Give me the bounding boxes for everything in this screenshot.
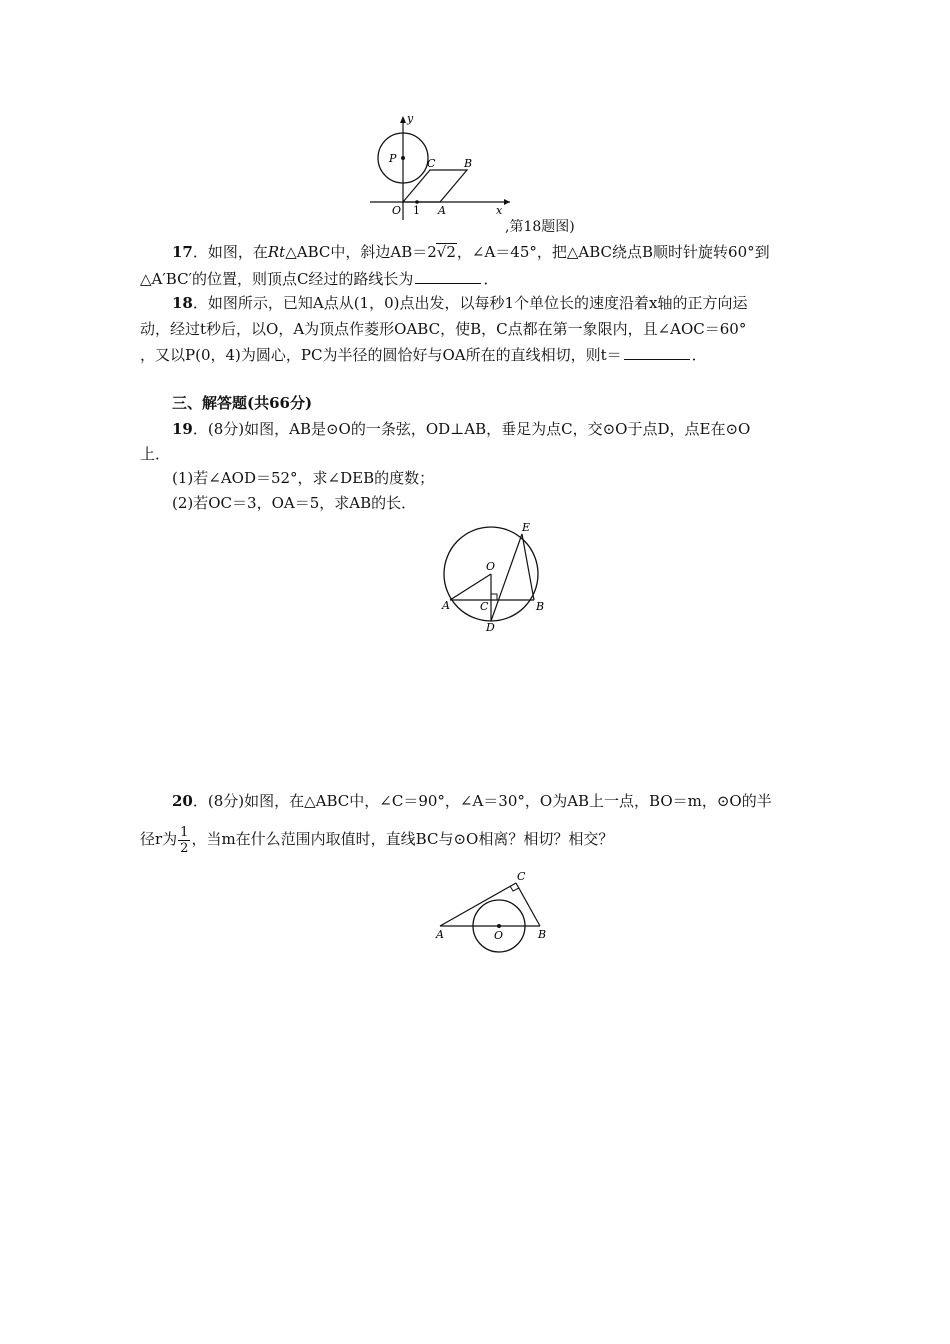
fraction-one-half: $\frac{1}{2}$: [180, 824, 189, 856]
question-17-line-2: △A′BC′的位置，则顶点C经过的路线长为 ．: [140, 270, 499, 288]
question-number-18: 18: [172, 294, 193, 312]
label-B: B: [464, 157, 473, 170]
sqrt-symbol: √2: [436, 243, 456, 261]
answer-blank-18: [624, 345, 690, 360]
label-x: x: [496, 204, 503, 217]
label-B: B: [538, 928, 547, 941]
label-P: P: [389, 152, 397, 165]
label-O: O: [494, 929, 504, 942]
label-B: B: [536, 600, 545, 613]
label-A: A: [442, 599, 450, 612]
question-number-17: 17: [172, 243, 193, 261]
figure-18-caption: ,第18题图): [505, 219, 575, 235]
question-19-sub-2: (2)若OC＝3，OA＝5，求AB的长．: [172, 494, 417, 512]
question-19-sub-1: (1)若∠AOD＝52°，求∠DEB的度数；: [172, 469, 435, 487]
label-O: O: [486, 560, 496, 573]
question-18-line-2: 动，经过t秒后，以O，A为顶点作菱形OABC，使B，C点都在第一象限内，且∠AOC＝60°: [140, 320, 747, 338]
label-C: C: [427, 157, 436, 170]
question-19-line-1: 19．(8分)如图，AB是⊙O的一条弦，OD⊥AB，垂足为点C，交⊙O于点D，点E在⊙O: [172, 420, 751, 438]
label-A: A: [436, 928, 444, 941]
label-D: D: [486, 621, 495, 634]
figure-20: [430, 868, 555, 958]
label-one: 1: [413, 204, 420, 217]
label-C: C: [517, 870, 526, 883]
question-number-19: 19: [172, 420, 193, 438]
question-18-line-1: 18．如图所示，已知A点从(1，0)点出发，以每秒1个单位长的速度沿着x轴的正方向运: [172, 294, 748, 312]
figure-19: [436, 514, 548, 634]
label-O: O: [392, 204, 402, 217]
label-C: C: [480, 600, 489, 613]
question-18-line-3: ，又以P(0，4)为圆心，PC为半径的圆恰好与OA所在的直线相切，则t＝ ．: [140, 346, 707, 364]
label-y: y: [407, 112, 414, 125]
question-20-line-2: 径r为 $\frac{1}{2}$ ，当m在什么范围内取值时，直线BC与⊙O相离？相切？相交？: [140, 824, 614, 856]
figure-18: [360, 112, 520, 224]
section-title: 三、解答题(共66分): [172, 394, 313, 412]
question-number-20: 20: [172, 792, 193, 810]
question-20-line-1: 20．(8分)如图，在△ABC中，∠C＝90°，∠A＝30°，O为AB上一点，BO＝m，⊙O的半: [172, 792, 772, 810]
answer-blank-17: [415, 269, 481, 284]
question-19-line-2: 上．: [140, 445, 171, 463]
question-17-line-1: 17．如图，在Rt△ABC中，斜边AB＝2√2，∠A＝45°，把△ABC绕点B顺时针旋转60°到: [172, 243, 770, 261]
label-A: A: [438, 204, 446, 217]
label-E: E: [522, 521, 531, 534]
